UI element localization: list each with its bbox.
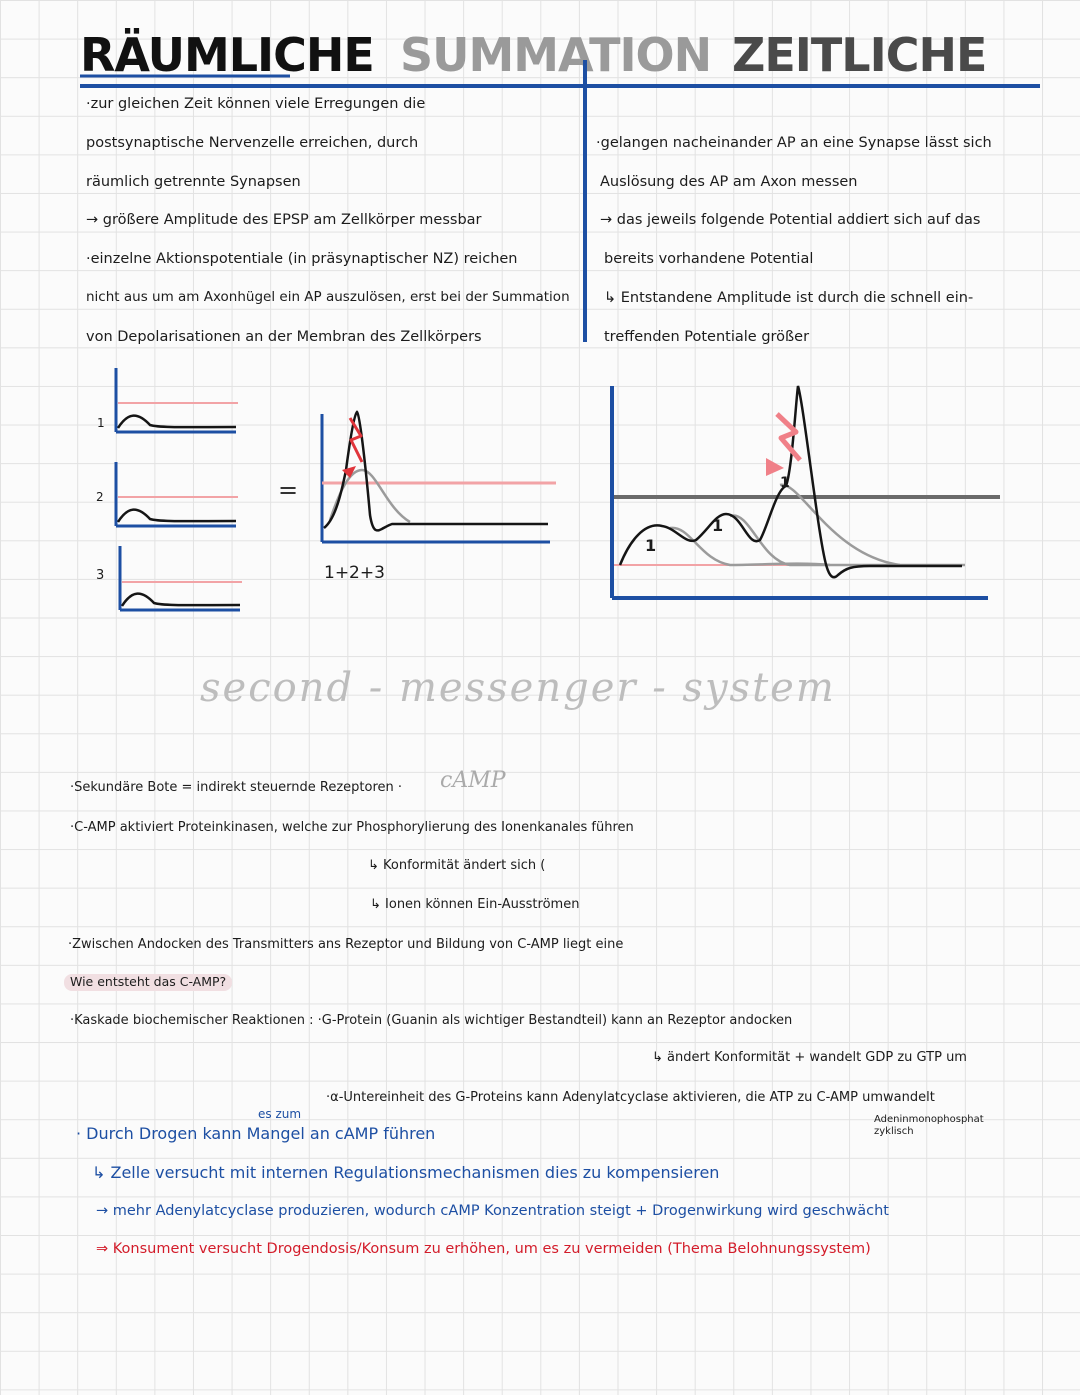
s2-line-1: ·Sekundäre Bote = indirekt steuernde Rezeptoren · xyxy=(70,780,403,795)
left-line-5: ·einzelne Aktionspotentiale (in präsynaptischer NZ) reichen xyxy=(86,251,518,267)
left-line-1: ·zur gleichen Zeit können viele Erregungen die xyxy=(86,96,426,112)
title-raeumliche: RÄUMLICHE xyxy=(80,28,374,82)
s2-note-adeninmonophosphat: Adeninmonophosphat xyxy=(874,1114,984,1125)
section-title-second-messenger: second - messenger - system xyxy=(200,665,836,711)
small-graph-label-1: 1 xyxy=(97,416,105,430)
left-line-3: räumlich getrennte Synapsen xyxy=(86,174,301,190)
left-line-2: postsynaptische Nervenzelle erreichen, durch xyxy=(86,135,419,151)
temporal-peak-label-1: 1 xyxy=(645,536,657,555)
small-graph-label-3: 3 xyxy=(96,568,105,583)
s2-note-zyklisch: zyklisch xyxy=(874,1126,914,1137)
title-summation: SUMMATION xyxy=(400,28,712,82)
equals-sign: = xyxy=(278,476,299,504)
right-line-4: bereits vorhandene Potential xyxy=(604,251,814,267)
left-line-4: → größere Amplitude des EPSP am Zellkörper messbar xyxy=(86,212,482,228)
s2-line-9: ·α-Untereinheit des G-Proteins kann Adenylatcyclase aktivieren, die ATP zu C-AMP umwandelt xyxy=(326,1090,935,1105)
s2-question-highlight: Wie entsteht das C-AMP? xyxy=(64,974,232,991)
s2-line-2: ·C-AMP aktiviert Proteinkinasen, welche zur Phosphorylierung des Ionenkanales führen xyxy=(70,820,634,835)
s2-line-8: ↳ ändert Konformität + wandelt GDP zu GTP um xyxy=(652,1050,967,1065)
right-line-3: → das jeweils folgende Potential addiert sich auf das xyxy=(600,212,981,228)
sum-graph xyxy=(322,412,556,542)
temporal-graph xyxy=(612,386,1000,598)
right-line-5: ↳ Entstandene Amplitude ist durch die schnell ein- xyxy=(604,290,974,306)
sum-label: 1+2+3 xyxy=(324,563,385,583)
temporal-peak-label-2: 1 xyxy=(712,516,724,535)
drug-line-3: → mehr Adenylatcyclase produzieren, wodurch cAMP Konzentration steigt + Drogenwirkung wird geschwächt xyxy=(96,1203,889,1219)
left-line-6: nicht aus um am Axonhügel ein AP auszulösen, erst bei der Summation xyxy=(86,289,570,305)
right-line-2: Auslösung des AP am Axon messen xyxy=(600,174,858,190)
title-zeitliche: ZEITLICHE xyxy=(732,28,987,82)
small-graph-2 xyxy=(116,462,238,526)
s2-line-3: ↳ Konformität ändert sich ( xyxy=(368,858,546,873)
s2-line-5: ·Zwischen Andocken des Transmitters ans Rezeptor und Bildung von C-AMP liegt eine xyxy=(68,937,624,952)
drug-line-red: ⇒ Konsument versucht Drogendosis/Konsum zu erhöhen, um es zu vermeiden (Thema Belohnungssystem) xyxy=(96,1241,871,1257)
right-line-1: ·gelangen nacheinander AP an eine Synapse lässt sich xyxy=(596,135,992,151)
small-graph-3 xyxy=(120,546,242,610)
small-graph-label-2: 2 xyxy=(96,490,104,504)
right-line-6: treffenden Potentiale größer xyxy=(604,329,810,345)
drug-insert: es zum xyxy=(258,1107,302,1121)
s2-line-7: ·Kaskade biochemischer Reaktionen : ·G-Protein (Guanin als wichtiger Bestandteil) kann an Rezeptor andocken xyxy=(70,1013,793,1028)
drug-line-1: · Durch Drogen kann Mangel an cAMP führen xyxy=(76,1124,436,1143)
temporal-peak-label-3: 1 xyxy=(780,475,790,491)
left-line-7: von Depolarisationen an der Membran des Zellkörpers xyxy=(86,329,482,345)
s2-camp-aside: cAMP xyxy=(440,768,506,793)
small-graph-1 xyxy=(116,368,238,432)
drug-line-2: ↳ Zelle versucht mit internen Regulationsmechanismen dies zu kompensieren xyxy=(92,1163,720,1182)
s2-line-4: ↳ Ionen können Ein-Ausströmen xyxy=(370,897,580,912)
